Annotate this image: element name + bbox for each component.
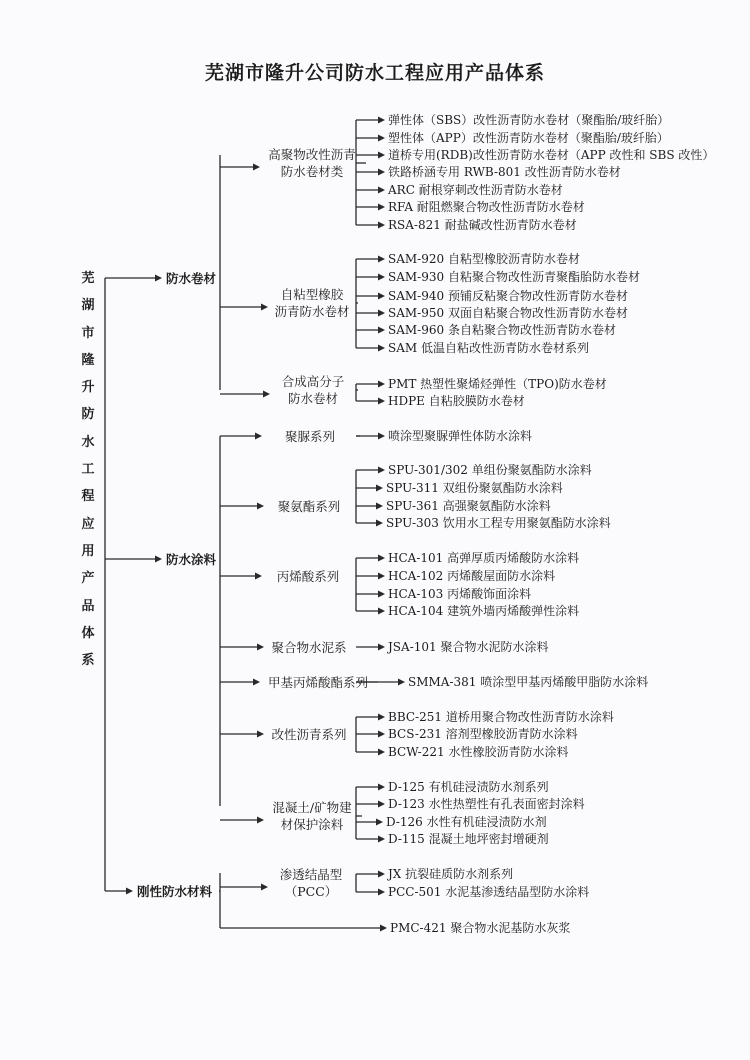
leaf-item: JSA-101 聚合物水泥防水涂料 [388, 640, 549, 654]
subgroup-arrow [255, 433, 262, 440]
leaf-item: JX 抗裂硅质防水剂系列 [388, 867, 514, 881]
leaf-arrow [378, 871, 385, 878]
leaf-item: HCA-102 丙烯酸屋面防水涂料 [388, 569, 556, 583]
subgroup-label: 聚合物水泥系 [271, 639, 347, 655]
leaf-arrow [378, 345, 385, 352]
leaf-arrow [378, 187, 385, 194]
subgroup-arrow [257, 644, 264, 651]
subgroup-arrow [255, 573, 262, 580]
leaf-item: SAM-950 双面自粘聚合物改性沥青防水卷材 [388, 306, 628, 320]
leaf-item: HCA-103 丙烯酸饰面涂料 [388, 587, 532, 601]
leaf-arrow [378, 644, 385, 651]
root-char: 体 [81, 625, 95, 641]
leaf-item: SPU-303 饮用水工程专用聚氨酯防水涂料 [386, 516, 611, 530]
leaf-arrow [378, 591, 385, 598]
leaf-arrow [378, 573, 385, 580]
leaf-item: SPU-361 高强聚氨酯防水涂料 [386, 499, 551, 513]
leaf-arrow [378, 293, 385, 300]
leaf-arrow [378, 256, 385, 263]
root-char: 芜 [81, 271, 95, 286]
root-char: 防 [81, 407, 95, 423]
direct-arrow [380, 925, 387, 932]
leaf-arrow [378, 608, 385, 615]
leaf-arrow [376, 520, 383, 527]
leaf-arrow [378, 152, 385, 159]
leaf-arrow [378, 801, 385, 808]
subgroup-label: 聚氨酯系列 [277, 498, 341, 514]
root-arrow [155, 275, 162, 282]
leaf-item: PMT 热塑性聚烯烃弹性（TPO)防水卷材 [388, 377, 607, 391]
leaf-item: D-126 水性有机硅浸渍防水剂 [386, 815, 547, 829]
subgroup-label-line: 合成高分子 [281, 374, 345, 389]
subgroup-label-line: 高聚物改性沥青 [268, 147, 356, 162]
subgroup-label-line: 渗透结晶型 [279, 867, 343, 882]
root-char: 应 [81, 516, 95, 532]
subgroup-arrow [257, 731, 264, 738]
subgroup-arrow [261, 884, 268, 891]
leaf-item: RSA-821 耐盐碱改性沥青防水卷材 [388, 218, 577, 232]
leaf-arrow [398, 679, 405, 686]
subgroup-label: 丙烯酸系列 [276, 568, 340, 584]
root-char: 水 [81, 434, 95, 450]
leaf-item: SAM 低温自粘改性沥青防水卷材系列 [388, 341, 589, 355]
subgroup-label-line: 防水卷材类 [280, 164, 344, 179]
root-char: 品 [81, 598, 95, 614]
leaf-arrow [378, 117, 385, 124]
leaf-arrow [378, 381, 385, 388]
leaf-item: SAM-960 条自粘聚合物改性沥青防水卷材 [388, 323, 616, 337]
root-char: 产 [81, 571, 95, 587]
leaf-arrow [376, 503, 383, 510]
leaf-item: HCA-104 建筑外墙丙烯酸弹性涂料 [388, 604, 580, 618]
subgroup-label-line: 防水卷材 [287, 391, 338, 406]
subgroup-arrow [257, 503, 264, 510]
leaf-item: BCS-231 溶剂型橡胶沥青防水涂料 [388, 727, 578, 741]
leaf-item: PMC-421 聚合物水泥基防水灰浆 [390, 921, 571, 935]
root-char: 系 [81, 653, 95, 669]
leaf-arrow [378, 169, 385, 176]
leaf-item: PCC-501 水泥基渗透结晶型防水涂料 [388, 885, 590, 899]
leaf-item: D-123 水性热塑性有孔表面密封涂料 [388, 797, 585, 811]
root-char: 市 [81, 325, 95, 341]
leaf-item: SAM-940 预铺反粘聚合物改性沥青防水卷材 [388, 289, 628, 303]
subgroup-label: 聚脲系列 [284, 428, 335, 444]
leaf-arrow [378, 749, 385, 756]
leaf-arrow [378, 274, 385, 281]
subgroup-label-line: 混凝土/矿物建 [272, 800, 352, 815]
leaf-item: BCW-221 水性橡胶沥青防水涂料 [388, 745, 569, 759]
leaf-item: 弹性体（SBS）改性沥青防水卷材（聚酯胎/玻纤胎） [388, 113, 670, 127]
leaf-arrow [378, 555, 385, 562]
leaf-arrow [376, 819, 383, 826]
leaf-item: ARC 耐根穿刺改性沥青防水卷材 [388, 183, 563, 197]
leaf-arrow [378, 784, 385, 791]
leaf-arrow [378, 731, 385, 738]
root-char: 程 [81, 489, 95, 505]
leaf-arrow [378, 310, 385, 317]
leaf-arrow [376, 485, 383, 492]
leaf-item: SPU-311 双组份聚氨酯防水涂料 [386, 481, 563, 495]
leaf-arrow [378, 433, 385, 440]
subgroup-arrow [253, 164, 260, 171]
subgroup-arrow [257, 817, 264, 824]
leaf-item: 铁路桥涵专用 RWB-801 改性沥青防水卷材 [388, 165, 621, 179]
leaf-arrow [378, 836, 385, 843]
root-arrow [126, 888, 133, 895]
leaf-arrow [378, 714, 385, 721]
leaf-item: D-115 混凝土地坪密封增硬剂 [388, 832, 549, 846]
root-char: 用 [81, 543, 95, 559]
leaf-item: RFA 耐阻燃聚合物改性沥青防水卷材 [388, 200, 585, 214]
leaf-item: 道桥专用(RDB)改性沥青防水卷材（APP 改性和 SBS 改性） [388, 148, 715, 162]
root-char: 湖 [81, 298, 95, 314]
leaf-arrow [378, 135, 385, 142]
leaf-arrow [378, 222, 385, 229]
category-label: 防水涂料 [166, 552, 217, 567]
subgroup-label: 改性沥青系列 [271, 726, 347, 742]
subgroup-label [266, 799, 358, 833]
subgroup-label [262, 146, 362, 180]
category-label: 防水卷材 [166, 271, 217, 286]
subgroup-label [270, 866, 352, 900]
subgroup-label-line: 沥青防水卷材 [274, 304, 350, 319]
leaf-item: BBC-251 道桥用聚合物改性沥青防水涂料 [388, 710, 614, 724]
page-title: 芜湖市隆升公司防水工程应用产品体系 [204, 62, 545, 84]
leaf-arrow [378, 327, 385, 334]
subgroup-arrow [261, 304, 268, 311]
leaf-arrow [378, 398, 385, 405]
subgroup-label [270, 286, 354, 320]
leaf-arrow [378, 467, 385, 474]
category-label: 刚性防水材料 [137, 884, 213, 899]
root-char: 工 [81, 462, 95, 478]
root-char: 升 [81, 380, 95, 396]
subgroup-label-line: 材保护涂料 [280, 817, 344, 832]
leaf-item: D-125 有机硅浸渍防水剂系列 [388, 780, 549, 794]
subgroup-arrow [253, 679, 260, 686]
leaf-item: 喷涂型聚脲弹性体防水涂料 [388, 429, 533, 443]
leaf-item: SPU-301/302 单组份聚氨酯防水涂料 [388, 463, 592, 477]
root-arrow [155, 556, 162, 563]
leaf-arrow [378, 204, 385, 211]
subgroup-label: 甲基丙烯酸酯系列 [267, 674, 368, 690]
leaf-item: HDPE 自粘胶膜防水卷材 [388, 394, 525, 408]
leaf-item: SAM-930 自粘聚合物改性沥青聚酯胎防水卷材 [388, 270, 640, 284]
leaf-arrow [378, 889, 385, 896]
leaf-item: SAM-920 自粘型橡胶沥青防水卷材 [388, 252, 580, 266]
leaf-item: 塑性体（APP）改性沥青防水卷材（聚酯胎/玻纤胎） [388, 131, 669, 145]
subgroup-label [272, 373, 354, 407]
leaf-item: SMMA-381 喷涂型甲基丙烯酸甲脂防水涂料 [408, 675, 649, 689]
subgroup-label-line: （PCC） [284, 884, 338, 899]
subgroup-label-line: 自粘型橡胶 [280, 287, 344, 302]
root-char: 隆 [81, 352, 95, 368]
leaf-item: HCA-101 高弹厚质丙烯酸防水涂料 [388, 551, 580, 565]
subgroup-arrow [263, 391, 270, 398]
